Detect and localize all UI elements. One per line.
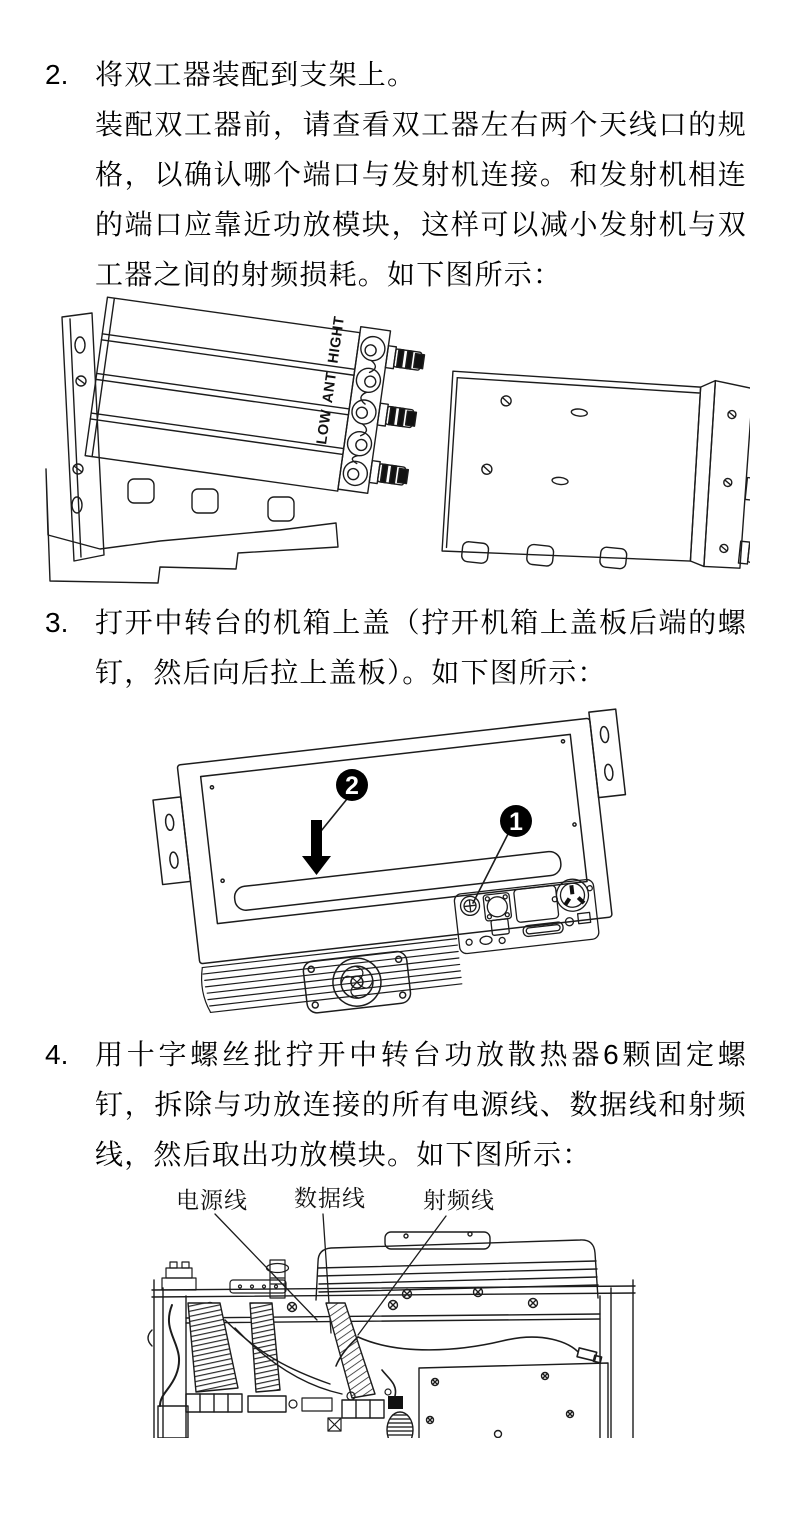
heatsink xyxy=(200,939,462,1013)
step-2-intro: 将双工器装配到支架上。 xyxy=(95,59,417,90)
step-4-body: 用十字螺丝批拧开中转台功放散热器6颗固定螺钉，拆除与功放连接的所有电源线、数据线和射频线，然后取出功放模块。如下图所示： xyxy=(95,1039,747,1170)
port-label-high: HIGHT xyxy=(325,315,348,365)
pa-module xyxy=(316,1232,598,1300)
step-4-text xyxy=(95,1030,747,1180)
duplexer-drawing xyxy=(40,283,750,588)
step-2-number: 2. xyxy=(45,59,69,90)
duplexer-body xyxy=(85,284,428,501)
callout-2 xyxy=(302,769,368,875)
duplexer-bottom-view xyxy=(433,353,750,588)
label-power-cable: 电源线 xyxy=(176,1187,248,1213)
shield-plate xyxy=(419,1363,608,1438)
figure-pa-cables xyxy=(130,1170,660,1438)
callout-1-number: 1 xyxy=(509,808,523,836)
step-3 xyxy=(45,598,747,698)
step-4 xyxy=(45,1030,747,1180)
rf-cable xyxy=(336,1337,602,1366)
pa-cables-drawing xyxy=(130,1170,660,1438)
port-label-low: LOW xyxy=(314,408,335,446)
cover-slot xyxy=(233,850,562,911)
fan xyxy=(302,950,411,1013)
figure-chassis-top xyxy=(150,693,640,1023)
figure-duplexer xyxy=(40,283,750,588)
chassis-top-drawing xyxy=(150,693,640,1023)
step-2-text xyxy=(95,50,747,300)
label-rf-cable: 射频线 xyxy=(423,1187,495,1213)
rear-connectors-small xyxy=(162,1260,289,1298)
step-3-text xyxy=(95,598,747,698)
step-2-body: 装配双工器前，请查看双工器左右两个天线口的规格，以确认哪个端口与发射机连接。和发射机相连的端口应靠近功放模块，这样可以减小发射机与双工器之间的射频损耗。如下图所示： xyxy=(95,109,747,290)
step-2 xyxy=(45,50,747,300)
callout-2-number: 2 xyxy=(345,772,359,800)
label-data-cable: 数据线 xyxy=(294,1185,366,1211)
rear-panel xyxy=(453,877,599,954)
data-ribbon-cable xyxy=(326,1303,403,1418)
open-direction-arrow xyxy=(302,820,331,875)
antenna-connectors-right-unit xyxy=(738,412,750,568)
step-3-number: 3. xyxy=(45,607,69,638)
port-label-ant: ANT xyxy=(319,370,341,405)
step-3-body: 打开中转台的机箱上盖（拧开机箱上盖板后端的螺钉，然后向后拉上盖板）。如下图所示： xyxy=(95,607,747,688)
power-ribbon-cable xyxy=(186,1303,242,1412)
thin-cables xyxy=(225,1320,342,1394)
board-parts xyxy=(289,1389,391,1431)
step-4-number: 4. xyxy=(45,1039,69,1070)
leader-rf xyxy=(358,1216,446,1335)
coil-transformer xyxy=(387,1412,413,1438)
antenna-connectors-left-unit xyxy=(369,346,425,488)
